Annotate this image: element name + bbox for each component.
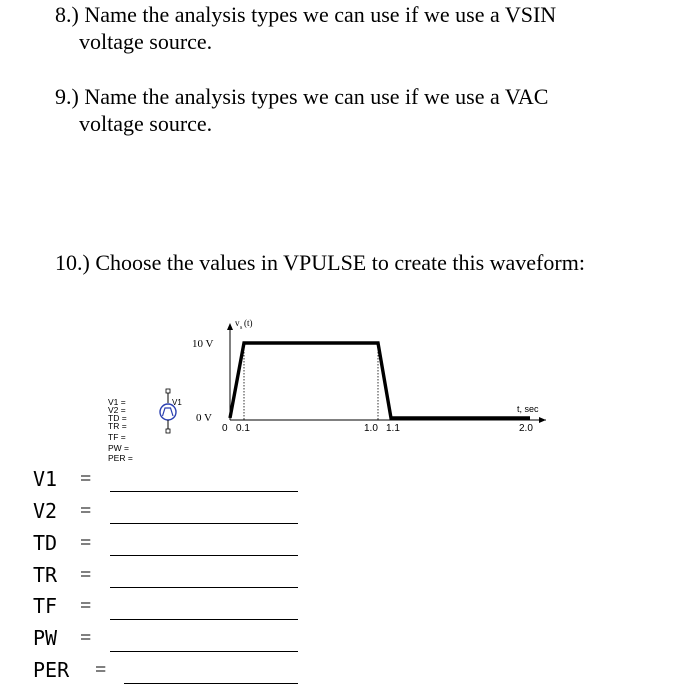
param-td-eq: = — [80, 532, 92, 554]
param-tr-label: TR — [33, 563, 58, 587]
x-tick-1-1: 1.1 — [386, 423, 400, 434]
y-label-subscript: s — [240, 325, 243, 331]
y-label-arg: (t) — [244, 318, 253, 328]
question-9-text-cont: voltage source. — [79, 111, 213, 136]
param-per-eq: = — [95, 659, 107, 681]
pulse-waveform-line — [230, 343, 530, 418]
param-v1-label: V1 — [33, 467, 58, 491]
question-9-number: 9.) — [55, 84, 79, 109]
x-tick-0-1: 0.1 — [236, 423, 250, 434]
x-tick-1-0: 1.0 — [364, 423, 378, 434]
param-pw-label: PW — [33, 626, 58, 650]
waveform-y-label — [235, 318, 253, 331]
x-axis-label: t, sec — [517, 404, 539, 414]
question-9-text: Name the analysis types we can use if we use a VAC — [84, 84, 549, 109]
param-tr-answer-line[interactable] — [110, 587, 298, 588]
param-td-answer-line[interactable] — [110, 555, 298, 556]
question-10-number: 10.) — [55, 250, 90, 275]
schematic-param-list — [108, 397, 133, 463]
waveform-axes — [227, 323, 546, 423]
param-tf-eq: = — [80, 595, 92, 617]
schematic-param-td: TD = — [108, 413, 127, 423]
schematic-param-pw: PW = — [108, 443, 130, 453]
x-tick-labels — [222, 423, 533, 434]
param-tr-eq: = — [80, 564, 92, 586]
param-per-label: PER — [33, 658, 70, 682]
param-tf-answer-line[interactable] — [110, 619, 298, 620]
question-10-text: Choose the values in VPULSE to create this waveform: — [95, 250, 585, 275]
param-per-answer-line[interactable] — [124, 683, 298, 684]
param-pw-answer-line[interactable] — [110, 651, 298, 652]
x-tick-2-0: 2.0 — [519, 423, 533, 434]
schematic-param-per: PER = — [108, 453, 133, 463]
schematic-param-v1: V1 = — [108, 397, 126, 407]
param-v2-label: V2 — [33, 499, 58, 523]
level-low-label: 0 V — [196, 412, 212, 424]
level-high-label: 10 V — [192, 338, 214, 350]
param-v2-answer-line[interactable] — [110, 523, 298, 524]
param-tf-label: TF — [33, 594, 58, 618]
source-name: V1 — [172, 398, 182, 407]
question-8-text-cont: voltage source. — [79, 29, 213, 54]
param-pw-eq: = — [80, 627, 92, 649]
param-v1-answer-line[interactable] — [110, 491, 298, 492]
question-8-number: 8.) — [55, 2, 79, 27]
param-v1-eq: = — [80, 468, 92, 490]
x-tick-0: 0 — [222, 423, 228, 434]
pulse-source-icon — [160, 389, 182, 433]
param-td-label: TD — [33, 531, 58, 555]
schematic-param-tf: TF = — [108, 432, 126, 442]
param-v2-eq: = — [80, 500, 92, 522]
question-8-text: Name the analysis types we can use if we use a VSIN — [84, 2, 557, 27]
schematic-param-tr: TR = — [108, 421, 127, 431]
y-label-v: v — [235, 318, 240, 328]
schematic-param-v2: V2 = — [108, 405, 126, 415]
